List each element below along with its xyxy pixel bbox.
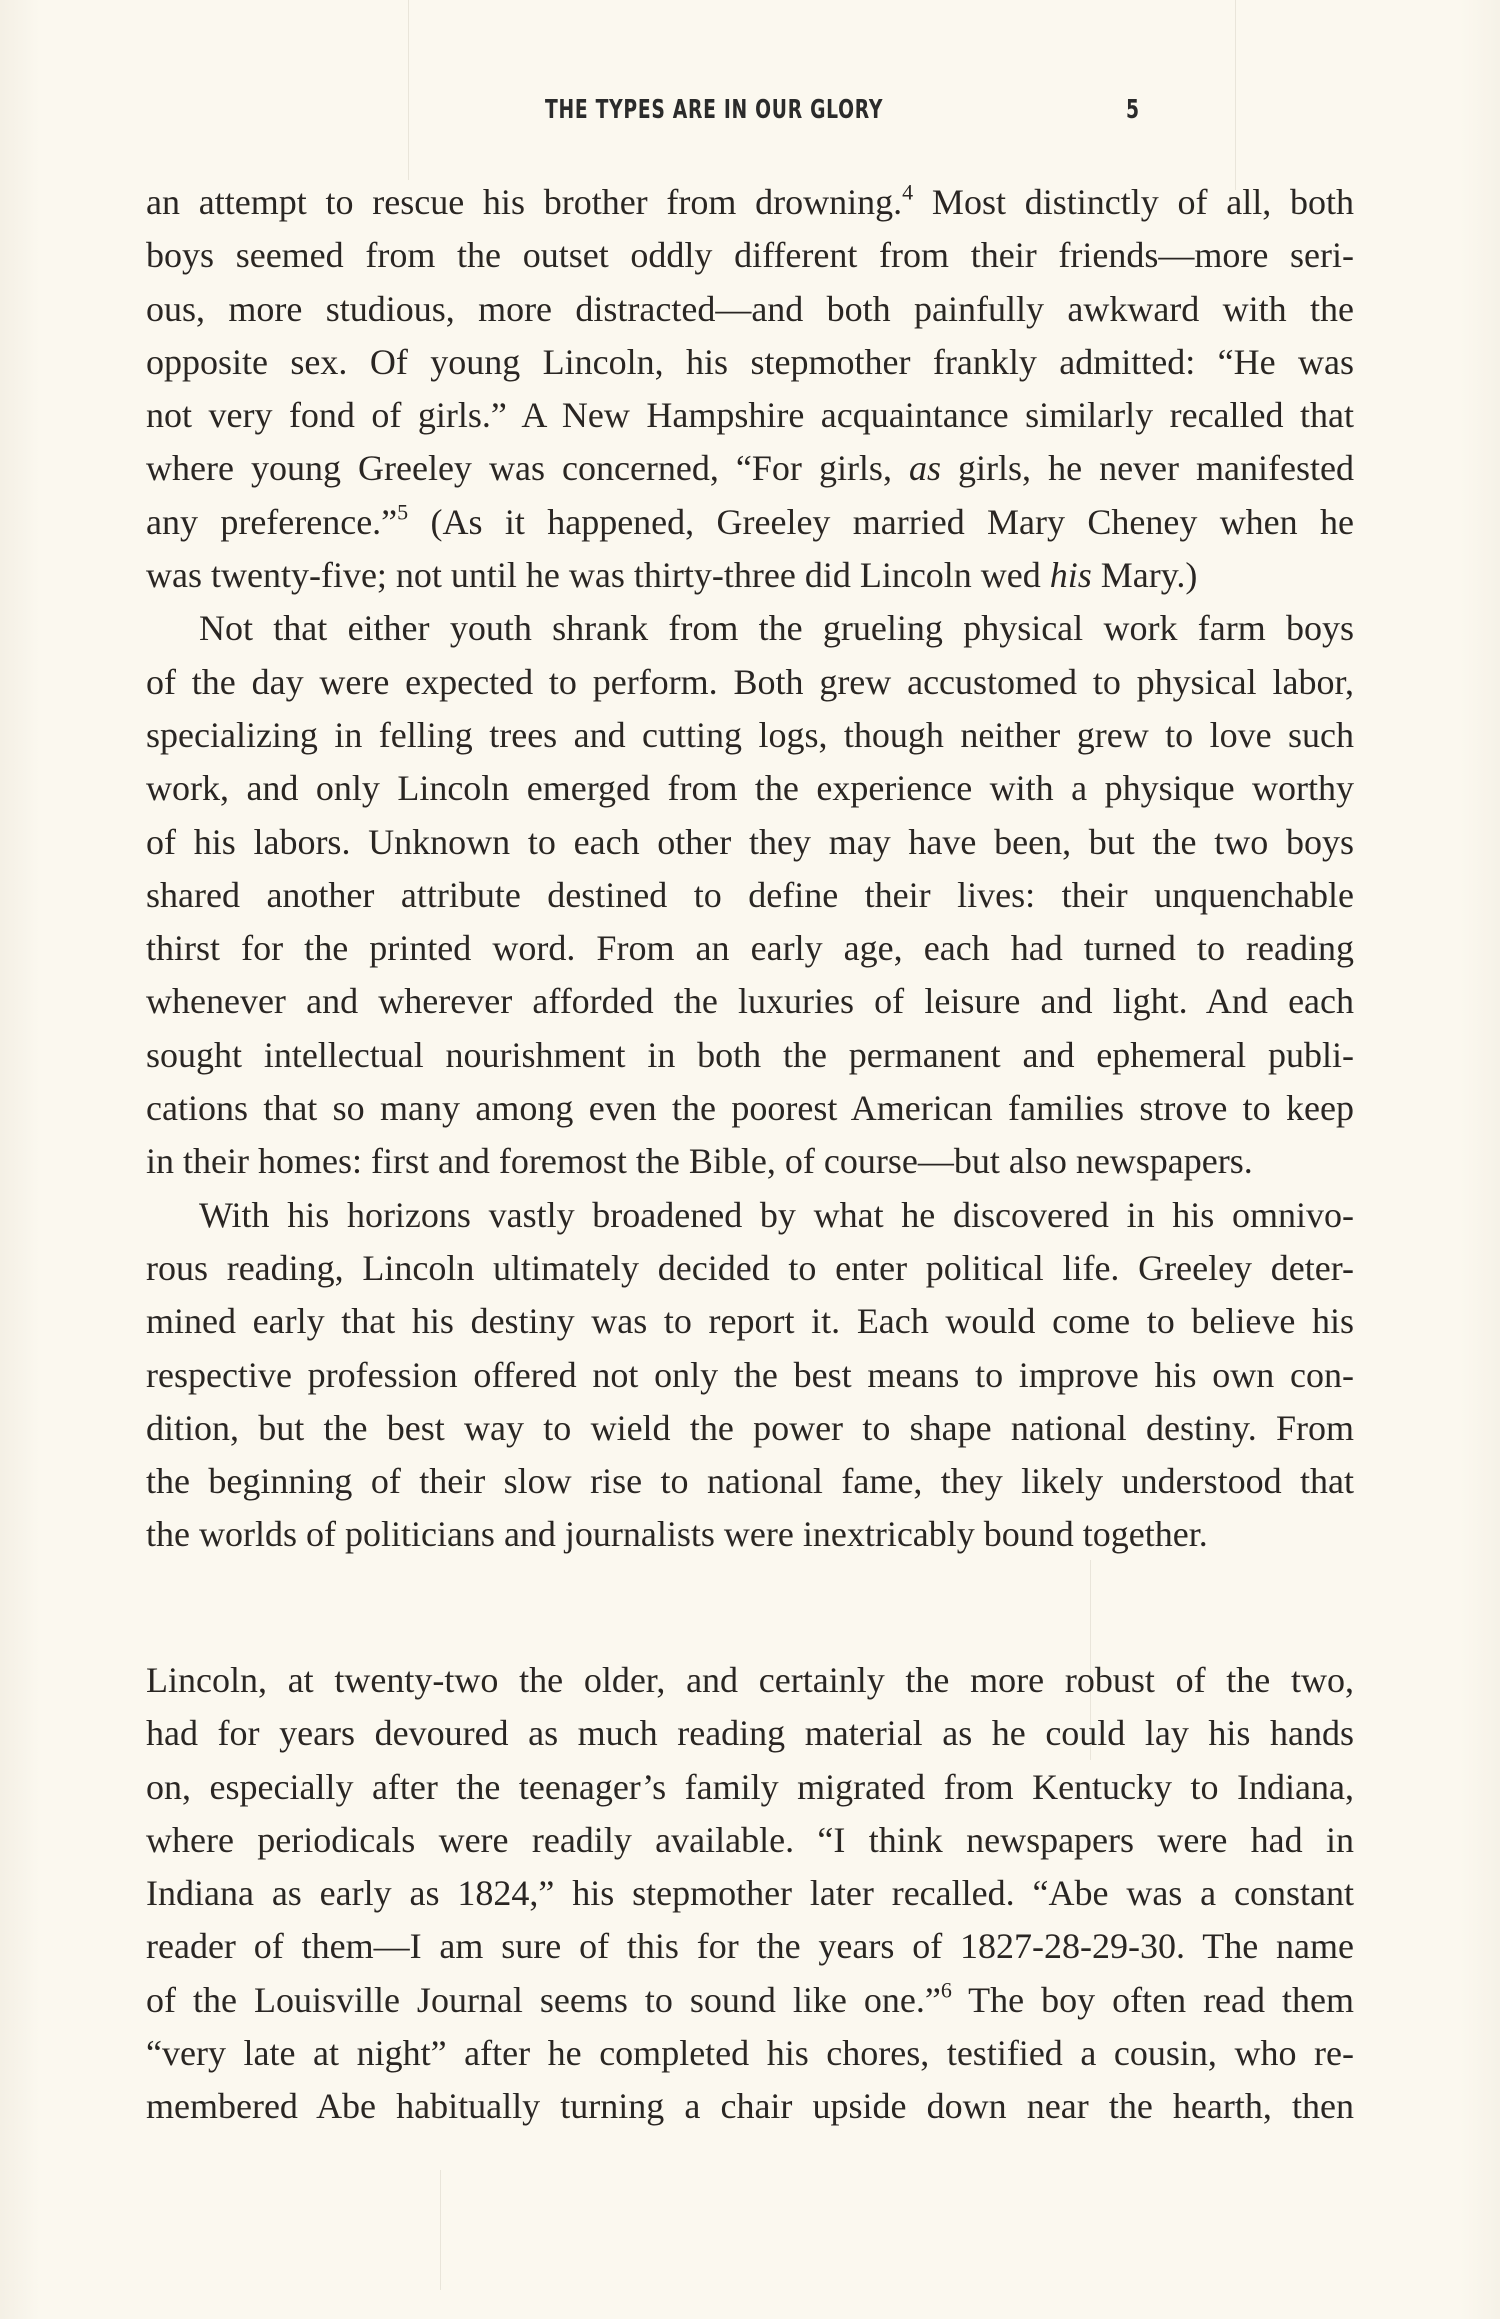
text-run: of the Louisville Journal seems to sound like one.”: [146, 1979, 941, 2020]
text-run: the beginning of their slow rise to national fame, they likely understood that: [146, 1461, 1354, 1502]
text-run: any preference.”: [146, 501, 398, 542]
text-line: [146, 1920, 1354, 1973]
text-run: work, and only Lincoln emerged from the experience with a physique worthy: [146, 768, 1354, 809]
text-run: had for years devoured as much reading material as he could lay his hands: [146, 1713, 1354, 1754]
text-line: [146, 336, 1354, 389]
text-run: of the day were expected to perform. Both grew accustomed to physical labor,: [146, 661, 1354, 702]
text-run: an attempt to rescue his brother from drowning.: [146, 182, 903, 222]
text-run: of his labors. Unknown to each other they may have been, but the two boys: [146, 821, 1354, 862]
text-line: [146, 1242, 1354, 1295]
text-run: Indiana as early as 1824,” his stepmother later recalled. “Abe was a constant: [146, 1873, 1354, 1914]
text-line: [146, 1402, 1354, 1455]
text-line: [146, 496, 1354, 549]
text-line: [146, 1761, 1354, 1814]
text-run: not very fond of girls.” A New Hampshire acquaintance similarly recalled that: [146, 395, 1354, 436]
text-line: [146, 1029, 1354, 1082]
text-run: where periodicals were readily available. “I think newspapers were had in: [146, 1819, 1354, 1860]
italic-text: his: [1049, 555, 1092, 596]
text-run: rous reading, Lincoln ultimately decided to enter political life. Greeley deter-: [146, 1247, 1354, 1288]
paragraph: [146, 602, 1354, 1188]
text-run: Most distinctly of all, both: [913, 182, 1354, 222]
text-run: mined early that his destiny was to report it. Each would come to believe his: [146, 1301, 1354, 1342]
body-section-1: [146, 176, 1354, 1562]
body-section-2: [146, 1654, 1354, 2134]
paper-crease: [440, 2170, 441, 2290]
text-line: [146, 2027, 1354, 2080]
text-run: “very late at night” after he completed his chores, testified a cousin, who re-: [146, 2033, 1354, 2074]
text-run: Not that either youth shrank from the grueling physical work farm boys: [199, 608, 1354, 649]
text-line: [146, 1295, 1354, 1348]
text-line: [146, 2080, 1354, 2133]
text-line: [146, 549, 1354, 602]
text-line: [146, 389, 1354, 442]
footnote-reference: 4: [902, 179, 914, 205]
text-run: girls, he never manifested: [941, 448, 1354, 489]
running-head: THE TYPES ARE IN OUR GLORY: [545, 95, 884, 125]
text-line: [146, 656, 1354, 709]
text-line: [146, 1867, 1354, 1920]
text-run: The boy often read them: [951, 1979, 1354, 2020]
text-line: [146, 1082, 1354, 1135]
text-line: [146, 1349, 1354, 1402]
text-line: [146, 1707, 1354, 1760]
text-run: cations that so many among even the poorest American families strove to keep: [146, 1088, 1354, 1129]
text-run: With his horizons vastly broadened by what he discovered in his omnivo-: [199, 1194, 1354, 1235]
text-run: was twenty-five; not until he was thirty-three did Lincoln wed: [146, 555, 1050, 596]
footnote-reference: 6: [940, 1977, 952, 2003]
text-run: (As it happened, Greeley married Mary Cheney when he: [408, 501, 1354, 542]
text-line: [146, 1455, 1354, 1508]
paragraph: [146, 1189, 1354, 1562]
text-run: respective profession offered not only the best means to improve his own con-: [146, 1354, 1354, 1395]
text-run: shared another attribute destined to define their lives: their unquenchable: [146, 874, 1354, 915]
text-run: reader of them—I am sure of this for the years of 1827-28-29-30. The name: [146, 1926, 1354, 1967]
text-line: [146, 922, 1354, 975]
text-run: where young Greeley was concerned, “For girls,: [146, 448, 909, 489]
text-run: Mary.): [1091, 555, 1198, 596]
text-run: specializing in felling trees and cutting logs, though neither grew to love such: [146, 714, 1354, 755]
text-line: [146, 762, 1354, 815]
text-run: boys seemed from the outset oddly different from their friends—more seri-: [146, 235, 1354, 276]
text-run: opposite sex. Of young Lincoln, his stepmother frankly admitted: “He was: [146, 341, 1354, 382]
text-run: whenever and wherever afforded the luxuries of leisure and light. And each: [146, 981, 1354, 1022]
text-line: [146, 975, 1354, 1028]
page-number: 5: [1126, 95, 1140, 125]
text-run: sought intellectual nourishment in both the permanent and ephemeral publi-: [146, 1034, 1354, 1075]
paragraph: [146, 176, 1354, 602]
text-line: [146, 283, 1354, 336]
text-line: [146, 816, 1354, 869]
text-run: in their homes: first and foremost the Bible, of course—but also newspapers.: [146, 1141, 1253, 1182]
italic-text: as: [908, 448, 941, 489]
text-line: [146, 442, 1354, 495]
text-run: thirst for the printed word. From an early age, each had turned to reading: [146, 928, 1354, 969]
text-run: dition, but the best way to wield the power to shape national destiny. From: [146, 1407, 1354, 1448]
text-line: [146, 1189, 1354, 1242]
text-run: the worlds of politicians and journalists were inextricably bound together.: [146, 1514, 1208, 1555]
text-line: [146, 1654, 1354, 1707]
text-line: [146, 869, 1354, 922]
text-line: [146, 1974, 1354, 2027]
paragraph: [146, 1654, 1354, 2134]
paper-crease: [408, 0, 409, 180]
text-line: [146, 176, 1354, 229]
text-line: [146, 1814, 1354, 1867]
footnote-reference: 5: [397, 499, 409, 525]
text-run: ous, more studious, more distracted—and both painfully awkward with the: [146, 288, 1354, 329]
text-run: membered Abe habitually turning a chair upside down near the hearth, then: [146, 2086, 1354, 2127]
text-line: [146, 1135, 1354, 1188]
text-line: [146, 709, 1354, 762]
text-run: on, especially after the teenager’s family migrated from Kentucky to Indiana,: [146, 1766, 1354, 1807]
text-line: [146, 229, 1354, 282]
text-line: [146, 602, 1354, 655]
text-run: Lincoln, at twenty-two the older, and certainly the more robust of the two,: [146, 1660, 1354, 1700]
text-line: [146, 1508, 1354, 1561]
paper-crease: [1235, 0, 1236, 190]
